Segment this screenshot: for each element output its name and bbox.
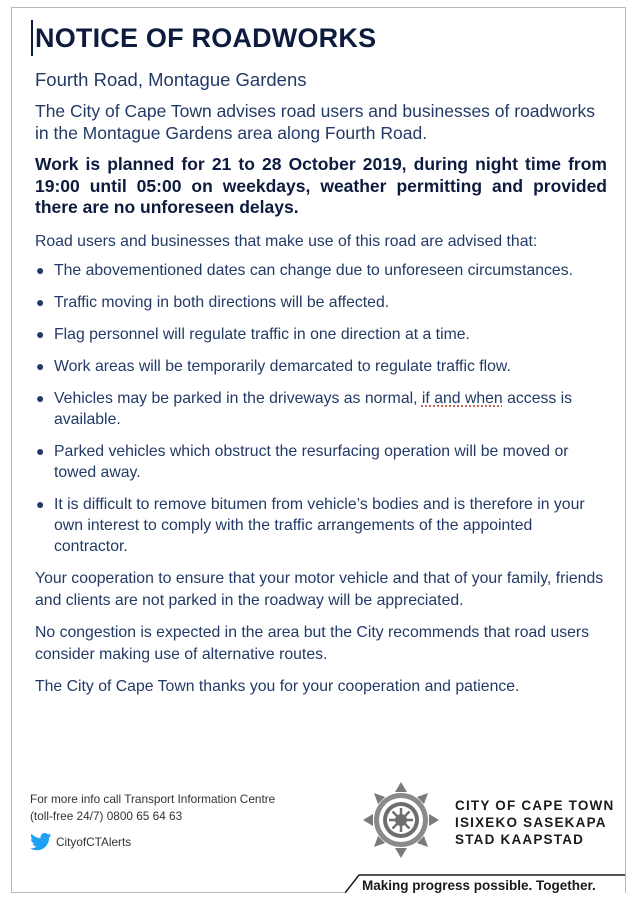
list-item: [35, 356, 607, 377]
list-item-text: Flag personnel will regulate traffic in one direction at a time.: [54, 325, 470, 343]
list-item: [35, 388, 607, 430]
list-item: [35, 324, 607, 345]
list-item-text: Vehicles may be parked in the driveways as normal,: [54, 389, 418, 407]
city-name-xhosa: ISIXEKO SASEKAPA: [455, 815, 607, 830]
notice-title: NOTICE OF ROADWORKS: [31, 20, 607, 56]
notice-content: [35, 20, 607, 708]
list-item-text: Work areas will be temporarily demarcated to regulate traffic flow.: [54, 357, 511, 375]
bullet-icon: ●: [36, 389, 45, 406]
list-item-text-end: access is available.: [54, 389, 573, 428]
twitter-handle: CityofCTAlerts: [56, 834, 132, 849]
list-item-text: The abovementioned dates can change due to unforeseen circumstances.: [54, 261, 573, 279]
bullet-icon: ●: [36, 293, 45, 310]
list-item-text: It is difficult to remove bitumen from vehicle’s bodies and is therefore in your own interest to comply with the traffic arrangements of the appointed contractor.: [54, 495, 585, 555]
list-item: [35, 441, 607, 483]
notice-subtitle: Fourth Road, Montague Gardens: [35, 69, 307, 90]
tagline: Making progress possible. Together.: [362, 878, 596, 893]
list-item-text: Traffic moving in both directions will be affected.: [54, 293, 390, 311]
bullet-icon: ●: [36, 495, 45, 512]
list-item: [35, 494, 607, 557]
list-item-text: Parked vehicles which obstruct the resurfacing operation will be moved or towed away.: [54, 442, 569, 481]
list-item: [35, 292, 607, 313]
list-item: [35, 260, 607, 281]
underlined-phrase: if and when: [421, 389, 503, 407]
city-name-english: CITY OF CAPE TOWN: [455, 798, 615, 813]
thanks-paragraph: The City of Cape Town thanks you for your cooperation and patience.: [35, 677, 520, 695]
bullet-icon: ●: [36, 325, 45, 342]
bullet-icon: ●: [36, 442, 45, 459]
congestion-paragraph: No congestion is expected in the area but the City recommends that road users consider making use of alternative routes.: [35, 623, 590, 663]
city-logo-icon: [361, 780, 441, 860]
city-name-afrikaans: STAD KAAPSTAD: [455, 832, 585, 847]
twitter-link[interactable]: [30, 833, 330, 851]
advice-list: [35, 260, 607, 557]
info-line-2: (toll-free 24/7) 0800 65 64 63: [30, 809, 183, 823]
city-names: [455, 797, 614, 848]
notice-intro: The City of Cape Town advises road users and businesses of roadworks in the Montague Gardens area along Fourth Road.: [35, 101, 595, 143]
bullet-icon: ●: [36, 261, 45, 278]
cooperation-paragraph: Your cooperation to ensure that your motor vehicle and that of your family, friends and clients are not parked in the roadway will be appreciated.: [35, 569, 604, 609]
info-line-1: For more info call Transport Information Centre: [30, 792, 276, 806]
bullet-icon: ●: [36, 357, 45, 374]
contact-info: [30, 791, 330, 851]
work-schedule: Work is planned for 21 to 28 October 2019, during night time from 19:00 until 05:00 on weekdays, weather permitting and provided there are no unforeseen delays.: [35, 154, 607, 217]
advice-intro: Road users and businesses that make use of this road are advised that:: [35, 232, 538, 250]
twitter-bird-icon: [30, 833, 52, 851]
